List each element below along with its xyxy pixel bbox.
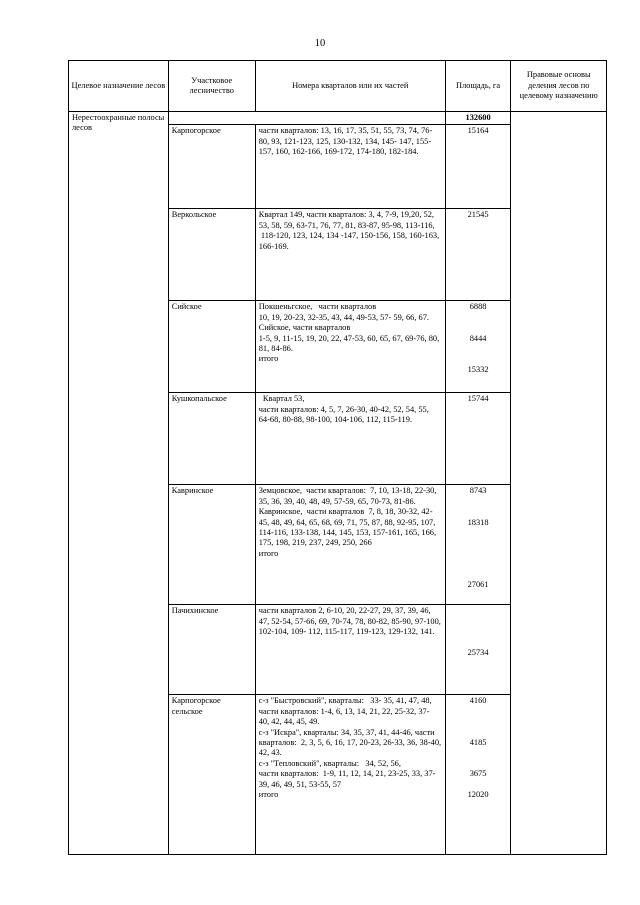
- header-quarters: Номера кварталов или их частей: [255, 61, 445, 112]
- area-values: [445, 485, 511, 605]
- area-value: 4185: [469, 737, 487, 747]
- quarters-list: части кварталов: 13, 16, 17, 35, 51, 55, 73, 74, 76- 80, 93, 121-123, 125, 130-132, 134, 145- 147, 155-157, 160, 162-166, 169-172, 174-180, 182-184.: [255, 125, 445, 209]
- area-values: [445, 125, 511, 209]
- total-row: [69, 112, 607, 125]
- area-spacer: [449, 528, 508, 538]
- forest-purpose-table: [68, 60, 607, 855]
- forestry-name: Карпогорское сельское: [168, 695, 255, 855]
- area-value: 6888: [469, 302, 487, 312]
- forestry-name: Кавринское: [168, 485, 255, 605]
- legal-basis-cell: [511, 112, 607, 855]
- area-spacer: [449, 570, 508, 580]
- forestry-name: Пачихинское: [168, 605, 255, 695]
- forestry-name: Карпогорское: [168, 125, 255, 209]
- area-values: [445, 605, 511, 695]
- area-spacer: [449, 728, 508, 738]
- forestry-name: Веркольское: [168, 209, 255, 301]
- area-value: 15332: [467, 364, 489, 374]
- area-spacer: [449, 759, 508, 769]
- area-spacer: [449, 748, 508, 758]
- purpose-cell: Нерестоохранные полосы лесов: [69, 112, 169, 855]
- area-spacer: [449, 638, 508, 648]
- area-values: [445, 695, 511, 855]
- area-spacer: [449, 627, 508, 637]
- area-value: 15164: [467, 126, 489, 136]
- area-spacer: [449, 559, 508, 569]
- area-spacer: [449, 497, 508, 507]
- quarters-list: Земцовское, части кварталов: 7, 10, 13-18, 22-30, 35, 36, 39, 40, 48, 49, 57-59, 65, 70-73, 81-86. Кавринское, части кварталов 7, 8, 18, 30-32, 42-45, 48, 49, 64, 65, 68, 69, 71, 75, 87, 88, 92-95, 107, 114-116, 133-138, 144, 145, 153, 157-161, 165, 166, 175, 198, 219, 237, 249, 250, 266 итого: [255, 485, 445, 605]
- forestry-name: Сийское: [168, 301, 255, 393]
- area-spacer: [449, 549, 508, 559]
- area-spacer: [449, 538, 508, 548]
- area-spacer: [449, 617, 508, 627]
- header-purpose: Целевое назначение лесов: [69, 61, 169, 112]
- area-spacer: [449, 507, 508, 517]
- area-values: [445, 301, 511, 393]
- total-area: 132600: [445, 112, 511, 125]
- quarters-list: части кварталов 2, 6-10, 20, 22-27, 29, 37, 39, 46, 47, 52-54, 57-66, 69, 70-74, 78, 80-82, 85-90, 97-100, 102-104, 109- 112, 115-117, 119-123, 129-132, 141.: [255, 605, 445, 695]
- quarters-list: с-з "Быстровский", кварталы: 33- 35, 41, 47, 48, части кварталов: 1-4, 6, 13, 14, 21, 22, 25-32, 37- 40, 42, 44, 45, 49. с-з "Искра", кварталы: 34, 35, 37, 41, 44-46, части кварталов: 2, 3, 5, 6, 16, 17, 20-23, 26-33, 36, 38-40, 42, 43. с-з "Тепловский", кварталы: 34, 52, 56, части кварталов: 1-9, 11, 12, 14, 21, 23-25, 33, 37-39, 46, 49, 51, 53-55, 57 итого: [255, 695, 445, 855]
- forestry-name: Кушкопальское: [168, 393, 255, 485]
- area-value: 18318: [467, 517, 489, 527]
- table-header-row: [69, 61, 607, 112]
- area-value: 4160: [469, 696, 487, 706]
- area-spacer: [449, 323, 508, 333]
- quarters-list: Квартал 53, части кварталов: 4, 5, 7, 26-30, 40-42, 52, 54, 55, 64-68, 80-88, 98-100, 104-106, 112, 115-119.: [255, 393, 445, 485]
- area-spacer: [449, 313, 508, 323]
- area-value: 21545: [467, 210, 489, 220]
- header-forestry: Участковое лесничество: [168, 61, 255, 112]
- header-area: Площадь, га: [445, 61, 511, 112]
- area-spacer: [449, 707, 508, 717]
- area-values: [445, 393, 511, 485]
- area-spacer: [449, 344, 508, 354]
- area-spacer: [449, 354, 508, 364]
- area-value: 25734: [467, 647, 489, 657]
- area-value: 8444: [469, 333, 487, 343]
- area-value: 12020: [467, 789, 489, 799]
- header-legal-basis: Правовые основы деления лесов по целевому назначению: [511, 61, 607, 112]
- area-value: 3675: [469, 769, 487, 779]
- area-spacer: [449, 606, 508, 616]
- total-label-cell: [168, 112, 445, 125]
- page-number: 10: [314, 38, 326, 49]
- quarters-list: Покшеньгское, части кварталов 10, 19, 20-23, 32-35, 43, 44, 49-53, 57- 59, 66, 67. Сийское, части кварталов 1-5, 9, 11-15, 19, 20, 22, 47-53, 60, 65, 67, 69-76, 80, 81, 84-86. итого: [255, 301, 445, 393]
- area-value: 8743: [469, 486, 487, 496]
- area-spacer: [449, 780, 508, 790]
- area-values: [445, 209, 511, 301]
- area-spacer: [449, 717, 508, 727]
- area-value: 27061: [467, 579, 489, 589]
- quarters-list: Квартал 149, части кварталов: 3, 4, 7-9, 19,20, 52, 53, 58, 59, 63-71, 76, 77, 81, 83-87, 95-98, 113-116, 118-120, 123, 124, 134 -147, 150-156, 158, 160-163, 166-169.: [255, 209, 445, 301]
- area-value: 15744: [467, 394, 489, 404]
